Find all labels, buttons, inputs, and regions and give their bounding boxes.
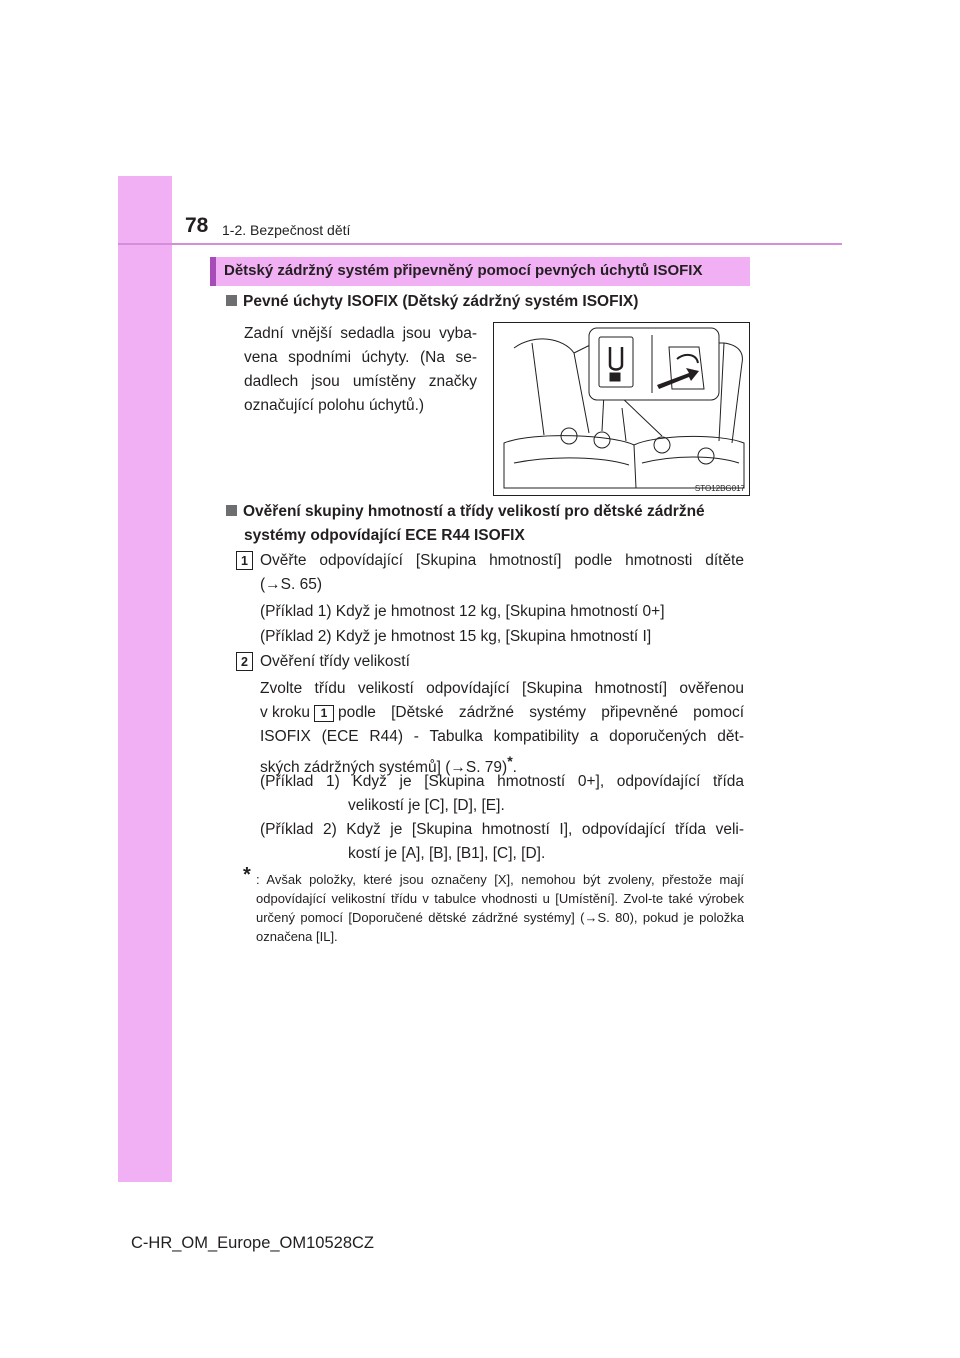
step-2-example-2b: kostí je [A], [B], [B1], [C], [D]. [348,845,546,862]
bullet-1-text: Zadní vnější sedadla jsou vyba-vena spodními úchyty. (Na se-dadlech jsou umístěny značky označující polohu úchytů.) [244,325,477,414]
step-2-example-1a: (Příklad 1) Když je [Skupina hmotností 0+], odpovídající třída [260,773,744,790]
banner-title: Dětský zádržný systém připevněný pomocí pevných úchytů ISOFIX [224,262,703,279]
step-2-line2-end: podle [Dětské zádržné systémy připevněné pomocí [337,704,744,721]
step-2-example-1b: velikostí je [C], [D], [E]. [348,797,505,814]
bullet-square-icon [226,505,237,516]
rear-seat-illustration [494,323,749,495]
bullet-heading-2 [226,500,705,524]
step-2-line1: Zvolte třídu velikostí odpovídající [Skupina hmotností] ověřenou [260,680,744,697]
figure-id: STO12BG017 [694,484,745,493]
step-2-line4-end: . [512,759,517,777]
page-number: 78 [185,214,209,237]
bullet-heading-2-line2: systémy odpovídající ECE R44 ISOFIX [244,527,525,544]
step-2-example-2a: (Příklad 2) Když je [Skupina hmotností I], odpovídající třída veli- [260,821,744,838]
step-1-line1: Ověřte odpovídající [Skupina hmotností] podle hmotnosti dítěte [260,552,744,569]
step-2-line4-text: ských zádržných systémů] (→S. 79) [260,759,508,777]
side-band [118,176,172,1182]
bullet-heading-2-line1: Ověření skupiny hmotností a třídy velikostí pro dětské zádržné [243,503,705,520]
footnote-star: * [507,753,513,769]
step-2-number: 2 [236,652,253,671]
section-title: 1-2. Bezpečnost dětí [222,222,351,238]
step-2-line2-start: v kroku [260,704,310,721]
header-rule [118,243,842,245]
step-1-example-2: (Příklad 2) Když je hmotnost 15 kg, [Skupina hmotností I] [260,628,652,645]
bullet-heading-1 [226,290,638,314]
step-1-number: 1 [236,551,253,570]
step-2-line2 [260,701,744,725]
step-ref-box: 1 [314,705,334,722]
step-2-line3: ISOFIX (ECE R44) - Tabulka kompatibility a doporučených dět- [260,728,744,745]
section-banner [210,257,750,286]
isofix-figure [493,322,750,496]
bullet-square-icon [226,295,237,306]
step-1-line2: (→S. 65) [260,576,323,593]
bullet-heading-1-text: Pevné úchyty ISOFIX (Dětský zádržný systém ISOFIX) [243,293,639,310]
footer-code: C-HR_OM_Europe_OM10528CZ [131,1234,375,1252]
step-1-example-1: (Příklad 1) Když je hmotnost 12 kg, [Skupina hmotností 0+] [260,603,665,620]
footnote-marker: * [243,864,251,886]
footnote-text: : Avšak položky, které jsou označeny [X], nemohou být zvoleny, přestože mají odpovídající velikostní třídu v tabulce vhodnosti u [Umístění]. Zvol-te také výrobek určený pomocí [Doporučené dětské zádržné systémy] (→S. 80), pokud je položka označena [IL]. [256,872,744,944]
step-2-title: Ověření třídy velikostí [260,653,410,670]
